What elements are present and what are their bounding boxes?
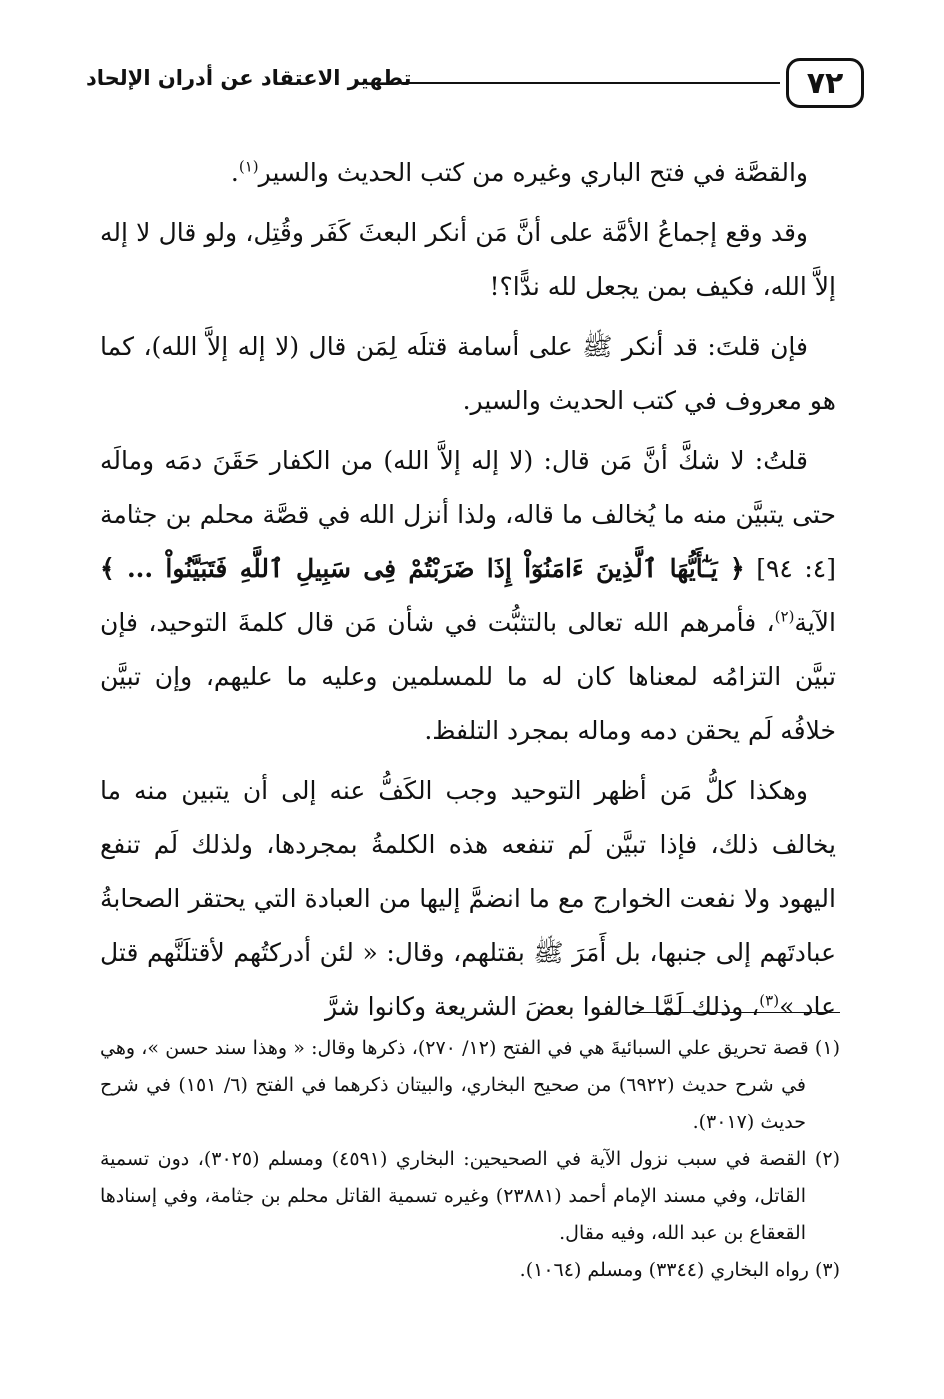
paragraph-4-text-b: الآية <box>794 608 836 637</box>
header-rule <box>396 82 780 84</box>
footnote-1: (١) قصة تحريق علي السبائيةَ هي في الفتح (١٢/ ٢٧٠)، ذكرها وقال: « وهذا سند حسن »، وهي في شرح حديث (٦٩٢٢) من صحيح البخاري، والبيتان ذكرهما في الفتح (٦/ ١٥١) في شرح حديث (٣٠١٧). <box>100 1037 840 1133</box>
paragraph-4-text-a: قلتُ: لا شكَّ أنَّ مَن قال: (لا إله إلاَّ الله) من الكفار حَقَنَ دمَه ومالَه حتى يتبيَّن منه ما يُخالف ما قاله، ولذا أنزل الله في قصَّة محلم بن جثامة [٤: ٩٤] <box>100 446 836 583</box>
paragraph-4 <box>100 434 836 758</box>
footnote-2: (٢) القصة في سبب نزول الآية في الصحيحين: البخاري (٤٥٩١) ومسلم (٣٠٢٥)، دون تسمية القاتل، وفي مسند الإمام أحمد (٢٣٨٨١) وغيره تسمية القاتل محلم بن جثامة، وفي إسنادها القعقاع بن عبد الله، وفيه مقال. <box>100 1148 840 1244</box>
paragraph-2: وقد وقع إجماعُ الأمَّة على أنَّ مَن أنكر البعثَ كَفَر وقُتِل، ولو قال لا إله إلاَّ الله، فكيف بمن يجعل لله ندًّا؟! <box>100 218 836 301</box>
paragraph-5 <box>100 764 836 1034</box>
paragraph-4-text-c: ، فأمرهم الله تعالى بالتثبُّت في شأن مَن قال كلمةَ التوحيد، فإن تبيَّن التزامُه لمعناها كان له ما للمسلمين وعليه ما عليهم، وإن تبيَّن خلافُه لَم يحقن دمه وماله بمجرد التلفظ. <box>100 608 836 745</box>
main-text <box>100 146 836 1040</box>
footnote-separator <box>630 1012 840 1013</box>
paragraph-5-text-a: وهكذا كلُّ مَن أظهر التوحيد وجب الكَفُّ عنه إلى أن يتبين منه ما يخالف ذلك، فإذا تبيَّن لَم تنفعه هذه الكلمةُ بمجردها، ولذلك لَم تنفع اليهود ولا نفعت الخوارج مع ما انضمَّ إليها من العبادة التي يحتقر الصحابةُ عبادتَهم إلى جنبها، بل أَمَرَ ﷺ بقتلهم، وقال: « لئن أدركتُهم لأقتلَنَّهم قتل عاد » <box>100 776 836 1021</box>
page-header <box>86 58 864 112</box>
page-number-box <box>786 58 864 108</box>
footnotes <box>100 1030 840 1289</box>
paragraph-5-text-b: ، وذلك لَمَّا خالفوا بعضَ الشريعة وكانوا شرَّ <box>324 992 760 1021</box>
running-title: تطهير الاعتقاد عن أدران الإلحاد <box>86 66 412 90</box>
footnote-ref-2: (٢) <box>774 607 795 626</box>
footnote-ref-3: (٣) <box>759 991 780 1010</box>
page-number: ٧٢ <box>806 65 844 101</box>
paragraph-1 <box>100 146 836 200</box>
footnote-ref-1: (١) <box>238 157 259 176</box>
paragraph-3: فإن قلتَ: قد أنكر ﷺ على أسامة قتلَه لِمَن قال (لا إله إلاَّ الله)، كما هو معروف في كتب الحديث والسير. <box>100 332 836 415</box>
paragraph-1-end: . <box>230 158 239 187</box>
footnote-3: (٣) رواه البخاري (٣٣٤٤) ومسلم (١٠٦٤). <box>519 1259 840 1281</box>
paragraph-1-text: والقصَّة في فتح الباري وغيره من كتب الحديث والسير <box>258 158 808 187</box>
quran-verse: ﴿ يَـٰٓأَيُّهَا ٱلَّذِينَ ءَامَنُوٓاْ إِذَا ضَرَبْتُمْ فِى سَبِيلِ ٱللَّهِ فَتَبَيَّنُواْ ... ﴾ <box>100 554 745 583</box>
